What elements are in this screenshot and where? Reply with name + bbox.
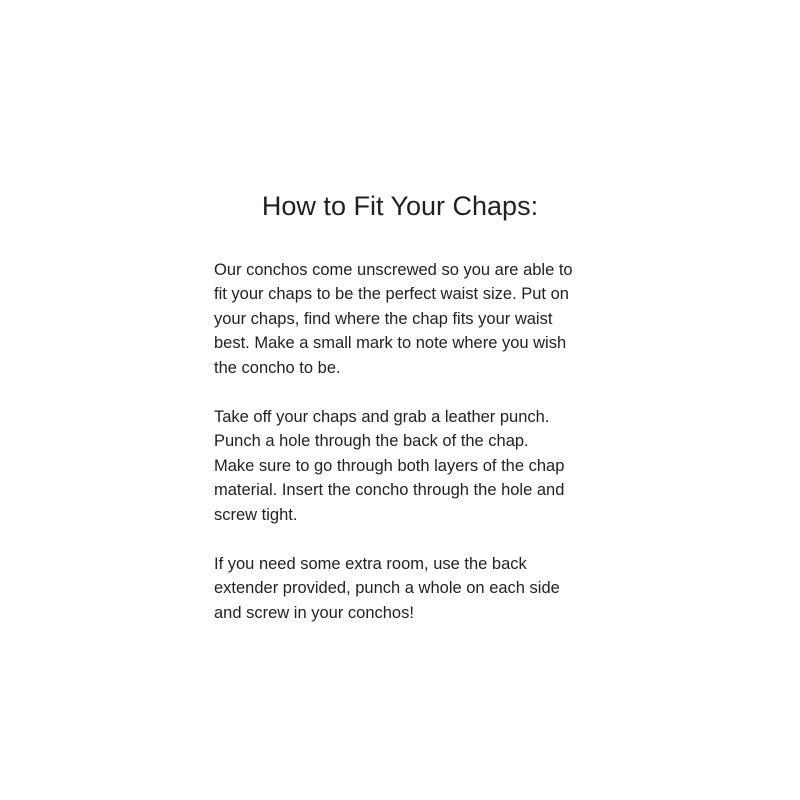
text-line: the concho to be.: [214, 358, 341, 377]
text-line: Take off your chaps and grab a leather punch.: [214, 408, 550, 427]
text-line: screw tight.: [214, 505, 298, 524]
text-line: best. Make a small mark to note where you wish: [214, 334, 567, 353]
text-line: material. Insert the concho through the hole and: [214, 481, 565, 500]
page-title: How to Fit Your Chaps:: [261, 191, 539, 221]
text-line: Make sure to go through both layers of the chap: [214, 456, 565, 475]
text-line: your chaps, find where the chap fits your waist: [214, 309, 553, 328]
paragraph-punch-hole: [214, 405, 594, 527]
paragraph-extra-room: [214, 552, 594, 625]
text-line: Punch a hole through the back of the chap.: [214, 432, 529, 451]
instructions-body: [214, 258, 594, 650]
text-line: extender provided, punch a whole on each side: [214, 579, 560, 598]
text-line: and screw in your conchos!: [214, 603, 414, 622]
text-line: fit your chaps to be the perfect waist size. Put on: [214, 285, 569, 304]
text-line: Our conchos come unscrewed so you are able to: [214, 261, 573, 279]
text-line: If you need some extra room, use the back: [214, 555, 527, 574]
paragraph-fit-waist: [214, 258, 594, 380]
